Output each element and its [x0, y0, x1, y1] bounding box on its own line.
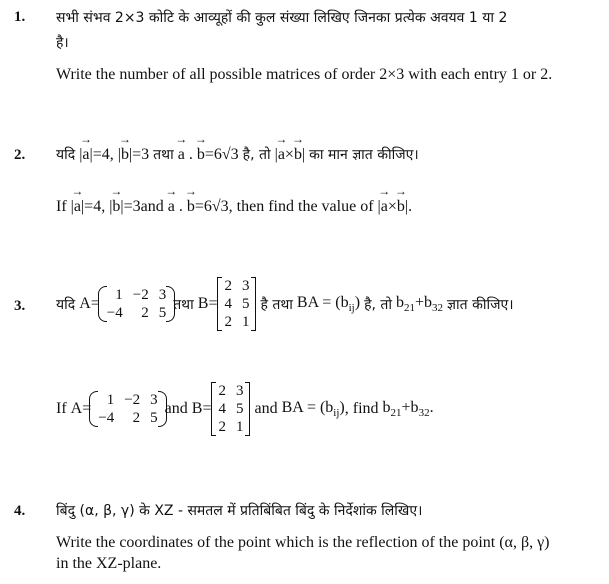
hindi-text: यदि [56, 147, 76, 163]
matrix-a-label: A= [70, 400, 92, 417]
matrix-b: 2 3 4 5 2 1 [213, 382, 248, 436]
question-hindi-line-1: सभी संभव 2×3 कोटि के आव्यूहों की कुल संख्या लिखिए जिनका प्रत्येक अवयव 1 या 2 [56, 10, 508, 26]
english-text: , find [344, 400, 379, 417]
hindi-text: है, तो [242, 147, 271, 163]
question-number: 3. [14, 298, 26, 314]
question-english [56, 377, 434, 441]
hindi-text: तथा [173, 296, 194, 313]
hindi-text: यदि [56, 296, 76, 313]
matrix-a: 1 −2 3 −4 2 5 [102, 286, 171, 322]
matrix-a-label: A= [79, 295, 100, 312]
cross-product: |→ a×→ b| [378, 198, 409, 215]
magnitude-a: |→ a|=4, |→ b|=3 [71, 198, 141, 215]
hindi-text: है, तो [364, 296, 393, 313]
question-hindi [56, 272, 514, 336]
sum-expression: $b_{21}+b_{32}$ [396, 293, 444, 315]
question-hindi: बिंदु (α, β, γ) के XZ - समतल में प्रतिबिंबित बिंदु के निर्देशांक लिखिए। [56, 503, 423, 519]
question-hindi [56, 145, 419, 164]
english-text: If [56, 400, 67, 417]
english-text: and [140, 198, 164, 215]
matrix-b-label: B= [191, 400, 212, 417]
hindi-text: है तथा [260, 296, 293, 313]
hindi-text: तथा [153, 147, 174, 163]
magnitude-a: |→ a|=4, |→ b|=3 [79, 146, 149, 163]
english-text: If [56, 198, 67, 215]
question-english-line-2: in the XZ-plane. [56, 555, 162, 572]
hindi-text: ज्ञात कीजिए। [447, 296, 514, 313]
question-number: 4. [14, 503, 26, 519]
english-text: and [164, 400, 188, 417]
question-english: If |→ a|=4, |→ b|=3and → a . → b=6√3, then find the value of |→ a×→ b|. [56, 198, 412, 216]
question-number: 2. [14, 147, 26, 163]
matrix-b-label: B= [197, 295, 218, 312]
ba-expression: BA = $(b_{ij})$ [296, 293, 361, 315]
matrix-a: 1 −2 3 −4 2 5 [93, 391, 162, 427]
question-number: 1. [14, 9, 26, 25]
ba-expression: BA = $(b_{ij})$ [281, 398, 345, 420]
hindi-text: का मान ज्ञात कीजिए। [309, 147, 419, 163]
sum-expression: $b_{21}+b_{32}$. [382, 398, 434, 420]
dot-product: → a . → b=6√3 [178, 146, 239, 163]
cross-product: |→ a×→ b| [275, 146, 306, 163]
dot-product: → a . → b=6√3 [168, 198, 229, 215]
question-hindi-line-2: है। [56, 35, 69, 51]
english-text: , then find the value of [228, 198, 374, 215]
question-english: Write the number of all possible matrices of order 2×3 with each entry 1 or 2. [56, 66, 553, 83]
matrix-b: 2 3 4 5 2 1 [219, 277, 254, 331]
question-english-line-1: Write the coordinates of the point which is the reflection of the point (α, β, γ) [56, 534, 550, 551]
english-text: and [254, 400, 278, 417]
